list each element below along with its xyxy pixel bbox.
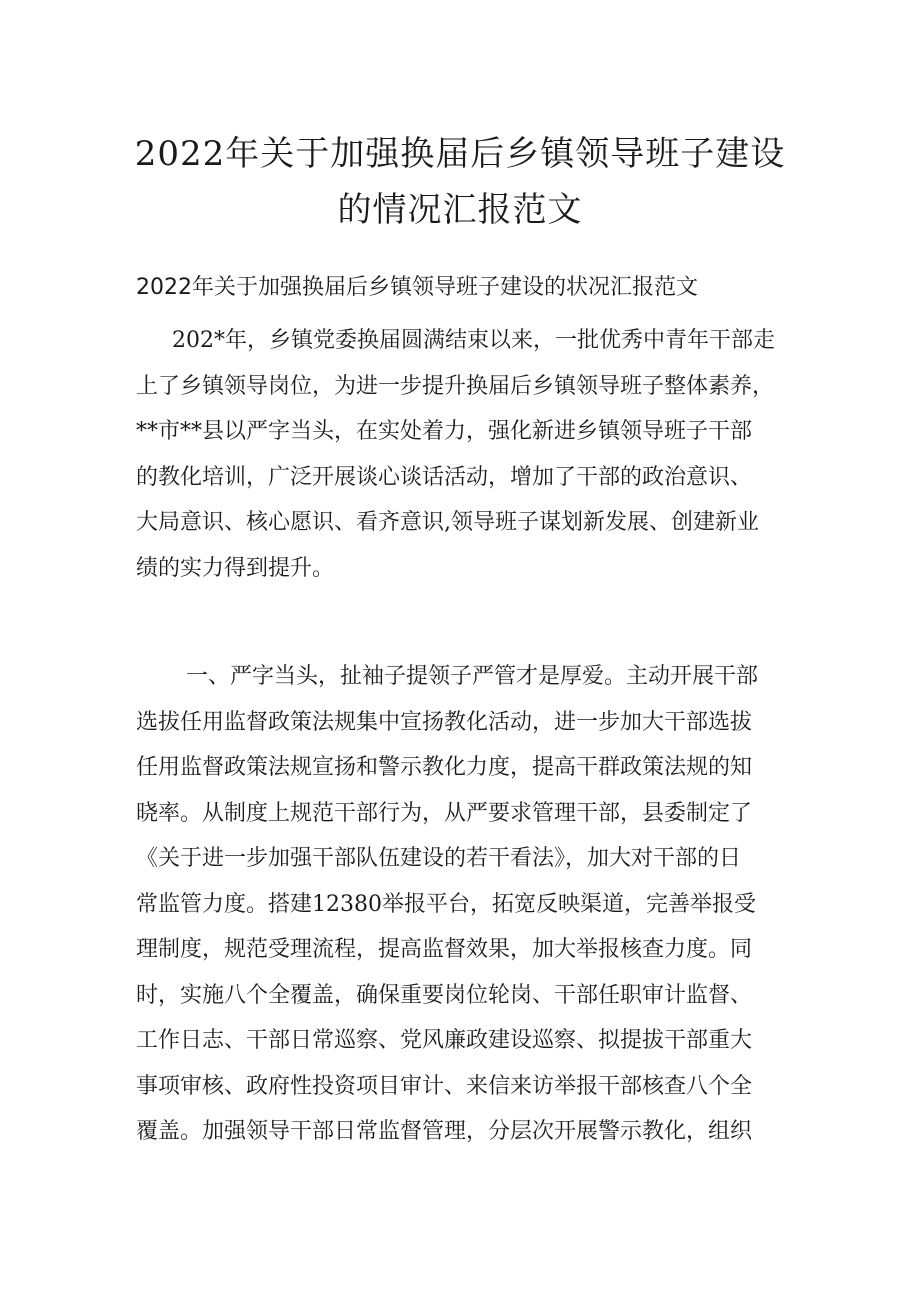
paragraph-line: 绩的实力得到提升。 [136, 555, 335, 581]
document-title-line-2: 的情况汇报范文 [337, 190, 583, 230]
paragraph-line: 选拔任用监督政策法规集中宣扬教化活动，进一步加大干部选拔 [136, 709, 753, 735]
paragraph-line: 202*年，乡镇党委换届圆满结束以来，一批优秀中青年干部走 [172, 328, 775, 353]
paragraph-line: 工作日志、干部日常巡察、党风廉政建设巡察、拟提拔干部重大 [136, 1028, 753, 1053]
document-subtitle: 2022年关于加强换届后乡镇领导班子建设的状况汇报范文 [136, 275, 698, 300]
paragraph-line: 理制度，规范受理流程，提高监督效果，加大举报核查力度。同 [136, 937, 753, 962]
paragraph-line: 上了乡镇领导岗位，为进一步提升换届后乡镇领导班子整体素养， [136, 373, 775, 399]
paragraph-intro [136, 318, 796, 591]
paragraph-line: 一、严字当头，扯袖子提领子严管才是厚爱。主动开展干部 [186, 664, 759, 689]
paragraph-line: 的教化培训，广泛开展谈心谈话活动，增加了干部的政治意识、 [136, 464, 753, 490]
paragraph-line: 覆盖。加强领导干部日常监督管理，分层次开展警示教化，组织 [136, 1119, 753, 1144]
document-title-line-1: 2022年关于加强换届后乡镇领导班子建设 [134, 134, 786, 174]
paragraph-line: 《关于进一步加强干部队伍建设的若干看法》，加大对干部的日 [136, 846, 742, 871]
paragraph-line: 任用监督政策法规宣扬和警示教化力度，提高干群政策法规的知 [136, 755, 753, 780]
paragraph-line: 事项审核、政府性投资项目审计、来信来访举报干部核查八个全 [136, 1073, 753, 1099]
paragraph-line: 时，实施八个全覆盖，确保重要岗位轮岗、干部任职审计监督、 [136, 982, 753, 1008]
paragraph-line: **市**县以严字当头，在实处着力，强化新进乡镇领导班子干部 [136, 419, 753, 444]
paragraph-line: 大局意识、核心愿识、看齐意识,领导班子谋划新发展、创建新业 [136, 510, 759, 535]
paragraph-section-1 [136, 654, 796, 1155]
paragraph-line: 常监管力度。搭建12380举报平台，拓宽反映渠道，完善举报受 [136, 891, 756, 917]
paragraph-line: 晓率。从制度上规范干部行为，从严要求管理干部，县委制定了 [136, 800, 753, 826]
